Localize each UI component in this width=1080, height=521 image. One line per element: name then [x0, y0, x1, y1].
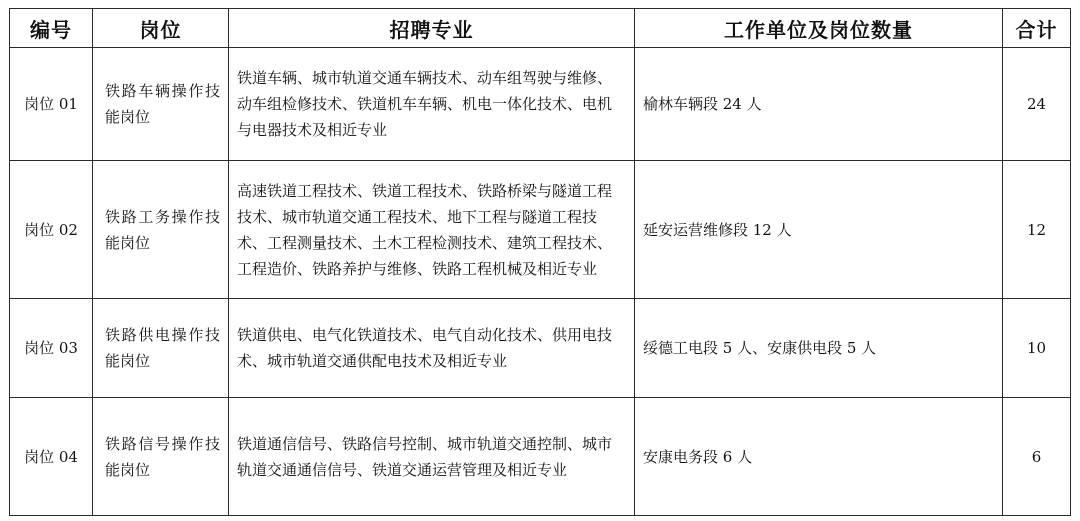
cell-major: 铁道车辆、城市轨道交通车辆技术、动车组驾驶与维修、动车组检修技术、铁道机车车辆、机电一体化技术、电机与电器技术及相近专业	[229, 48, 635, 161]
post-text: 铁路供电操作技能岗位	[105, 326, 220, 370]
recruitment-table	[9, 8, 1071, 516]
cell-post	[93, 48, 229, 161]
cell-post	[93, 299, 229, 398]
header-major: 招聘专业	[229, 9, 635, 48]
cell-total: 6	[1003, 398, 1071, 516]
cell-total: 24	[1003, 48, 1071, 161]
cell-id: 岗位 02	[10, 161, 93, 299]
table-row	[10, 161, 1071, 299]
cell-unit: 绥德工电段 5 人、安康供电段 5 人	[635, 299, 1003, 398]
cell-major: 高速铁道工程技术、铁道工程技术、铁路桥梁与隧道工程技术、城市轨道交通工程技术、地下工程与隧道工程技术、工程测量技术、土木工程检测技术、建筑工程技术、工程造价、铁路养护与维修、铁路工程机械及相近专业	[229, 161, 635, 299]
header-id: 编号	[10, 9, 93, 48]
header-unit: 工作单位及岗位数量	[635, 9, 1003, 48]
cell-id: 岗位 03	[10, 299, 93, 398]
cell-total: 10	[1003, 299, 1071, 398]
table-row	[10, 398, 1071, 516]
post-text: 铁路信号操作技能岗位	[105, 434, 220, 479]
cell-post	[93, 161, 229, 299]
cell-id: 岗位 01	[10, 48, 93, 161]
cell-id: 岗位 04	[10, 398, 93, 516]
table-row	[10, 299, 1071, 398]
header-row	[10, 9, 1071, 48]
cell-unit: 延安运营维修段 12 人	[635, 161, 1003, 299]
cell-unit: 榆林车辆段 24 人	[635, 48, 1003, 161]
header-total: 合计	[1003, 9, 1071, 48]
cell-total: 12	[1003, 161, 1071, 299]
post-text: 铁路工务操作技能岗位	[105, 207, 220, 252]
cell-major: 铁道通信信号、铁路信号控制、城市轨道交通控制、城市轨道交通通信信号、铁道交通运营管理及相近专业	[229, 398, 635, 516]
header-post: 岗位	[93, 9, 229, 48]
post-text: 铁路车辆操作技能岗位	[105, 82, 220, 126]
cell-unit: 安康电务段 6 人	[635, 398, 1003, 516]
cell-major: 铁道供电、电气化铁道技术、电气自动化技术、供用电技术、城市轨道交通供配电技术及相近专业	[229, 299, 635, 398]
cell-post	[93, 398, 229, 516]
table-row	[10, 48, 1071, 161]
